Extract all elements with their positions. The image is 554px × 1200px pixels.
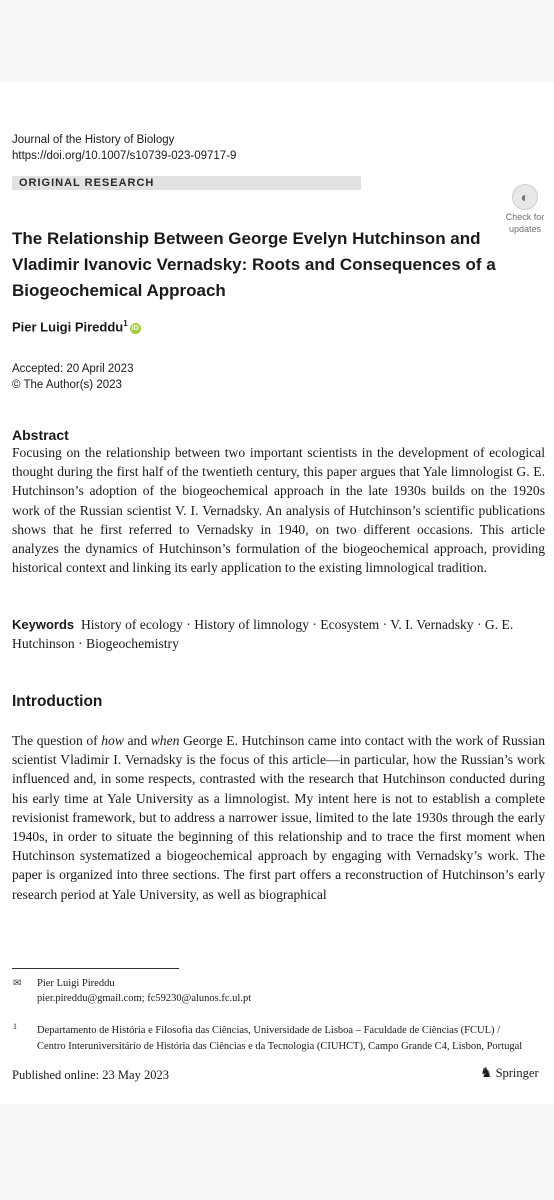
check-for-updates-icon: ◐ [512,184,538,210]
intro-emphasis-when: when [150,733,180,748]
intro-text-rest: George E. Hutchinson came into contact with the work of Russian scientist Vladimir I. Vernadsky is the focus of this article—in particular, how the Russian’s work influenced and, in some respects, contrasted with the research that Hutchinson conducted during his early time at Yale University as a limnologist. My intent here is not to establish a complete revisionist framework, but to address a narrower issue, limited to the late 1930s through the early 1940s, in order to situate the beginning of this relationship and to trace the first moment when Hutchinson systematized a biogeochemical approach by engaging with Vernadsky’s work. The paper is organized into three sections. The first part offers a reconstruction of Hutchinson’s early research period at Yale University, as well as biographical [12,733,545,902]
abstract-heading: Abstract [12,427,69,443]
published-online: Published online: 23 May 2023 [12,1068,169,1082]
contact-emails[interactable]: pier.pireddu@gmail.com; fc59230@alunos.fc.ul.pt [37,993,252,1004]
springer-logo [480,1065,539,1082]
check-updates-line2: updates [508,224,542,234]
affiliation-text: Departamento de História e Filosofia das Ciências, Universidade de Lisboa – Faculdade de Ciências (FCUL) / Centro Interuniversitário de História das Ciências e da Tecnologia (CIUHCT), Campo Grande C4, Lisbon, Portugal [37,1025,523,1052]
copyright: © The Author(s) 2023 [12,379,122,391]
introduction-heading: Introduction [12,693,103,710]
publisher-name: Springer [495,1066,539,1080]
springer-horse-icon: ♞ [480,1066,493,1081]
intro-emphasis-how: how [101,733,124,748]
article-title: The Relationship Between George Evelyn Hutchinson and Vladimir Ivanovic Vernadsky: Roots and Consequences of a Biogeochemical Approach [12,229,496,300]
author-line [12,319,141,334]
contact-info [37,976,251,1006]
author-name: Pier Luigi Pireddu [12,319,124,335]
journal-name: Journal of the History of Biology [12,134,175,146]
introduction-text [12,731,545,904]
accepted-date: Accepted: 20 April 2023 [12,363,134,375]
article-page [0,82,554,1104]
abstract-text: Focusing on the relationship between two important scientists in the development of ecological thought during the first half of the twentieth century, this paper argues that Yale limnologist G. E. Hutchinson’s adoption of the biogeochemical approach in the late 1930s builds on the 1920s work of the Russian scientist V. I. Vernadsky. An analysis of Hutchinson’s scientific publications shows that he first referred to Vernadsky in 1940, on two different occasions. This article analyzes the dynamics of Hutchinson’s formulation of the biogeochemical approach, providing historical context and linking its early application to the existing limnological tradition. [12,445,545,576]
section-label-bar [12,176,361,190]
intro-text-mid: and [123,733,151,748]
envelope-icon: ✉ [13,978,22,989]
affiliation-number: 1 [13,1022,17,1031]
contact-name: Pier Luigi Pireddu [37,978,115,989]
check-updates-line1: Check for [505,212,545,222]
check-updates-badge[interactable] [503,184,547,234]
keywords-line [12,615,552,653]
journal-info [12,132,236,164]
author-affiliation-mark: 1 [123,319,128,328]
section-label: ORIGINAL RESEARCH [19,177,155,189]
journal-doi[interactable]: https://doi.org/10.1007/s10739-023-09717-9 [12,150,237,162]
keywords-text: History of ecology · History of limnology · Ecosystem · V. I. Vernadsky · G. E. Hutchinson · Biogeochemistry [12,617,514,652]
intro-text-start: The question of [12,733,102,748]
keywords-label: Keywords [12,617,75,632]
orcid-icon[interactable]: iD [131,325,139,333]
article-dates [12,361,133,393]
footnote-divider [12,968,179,969]
